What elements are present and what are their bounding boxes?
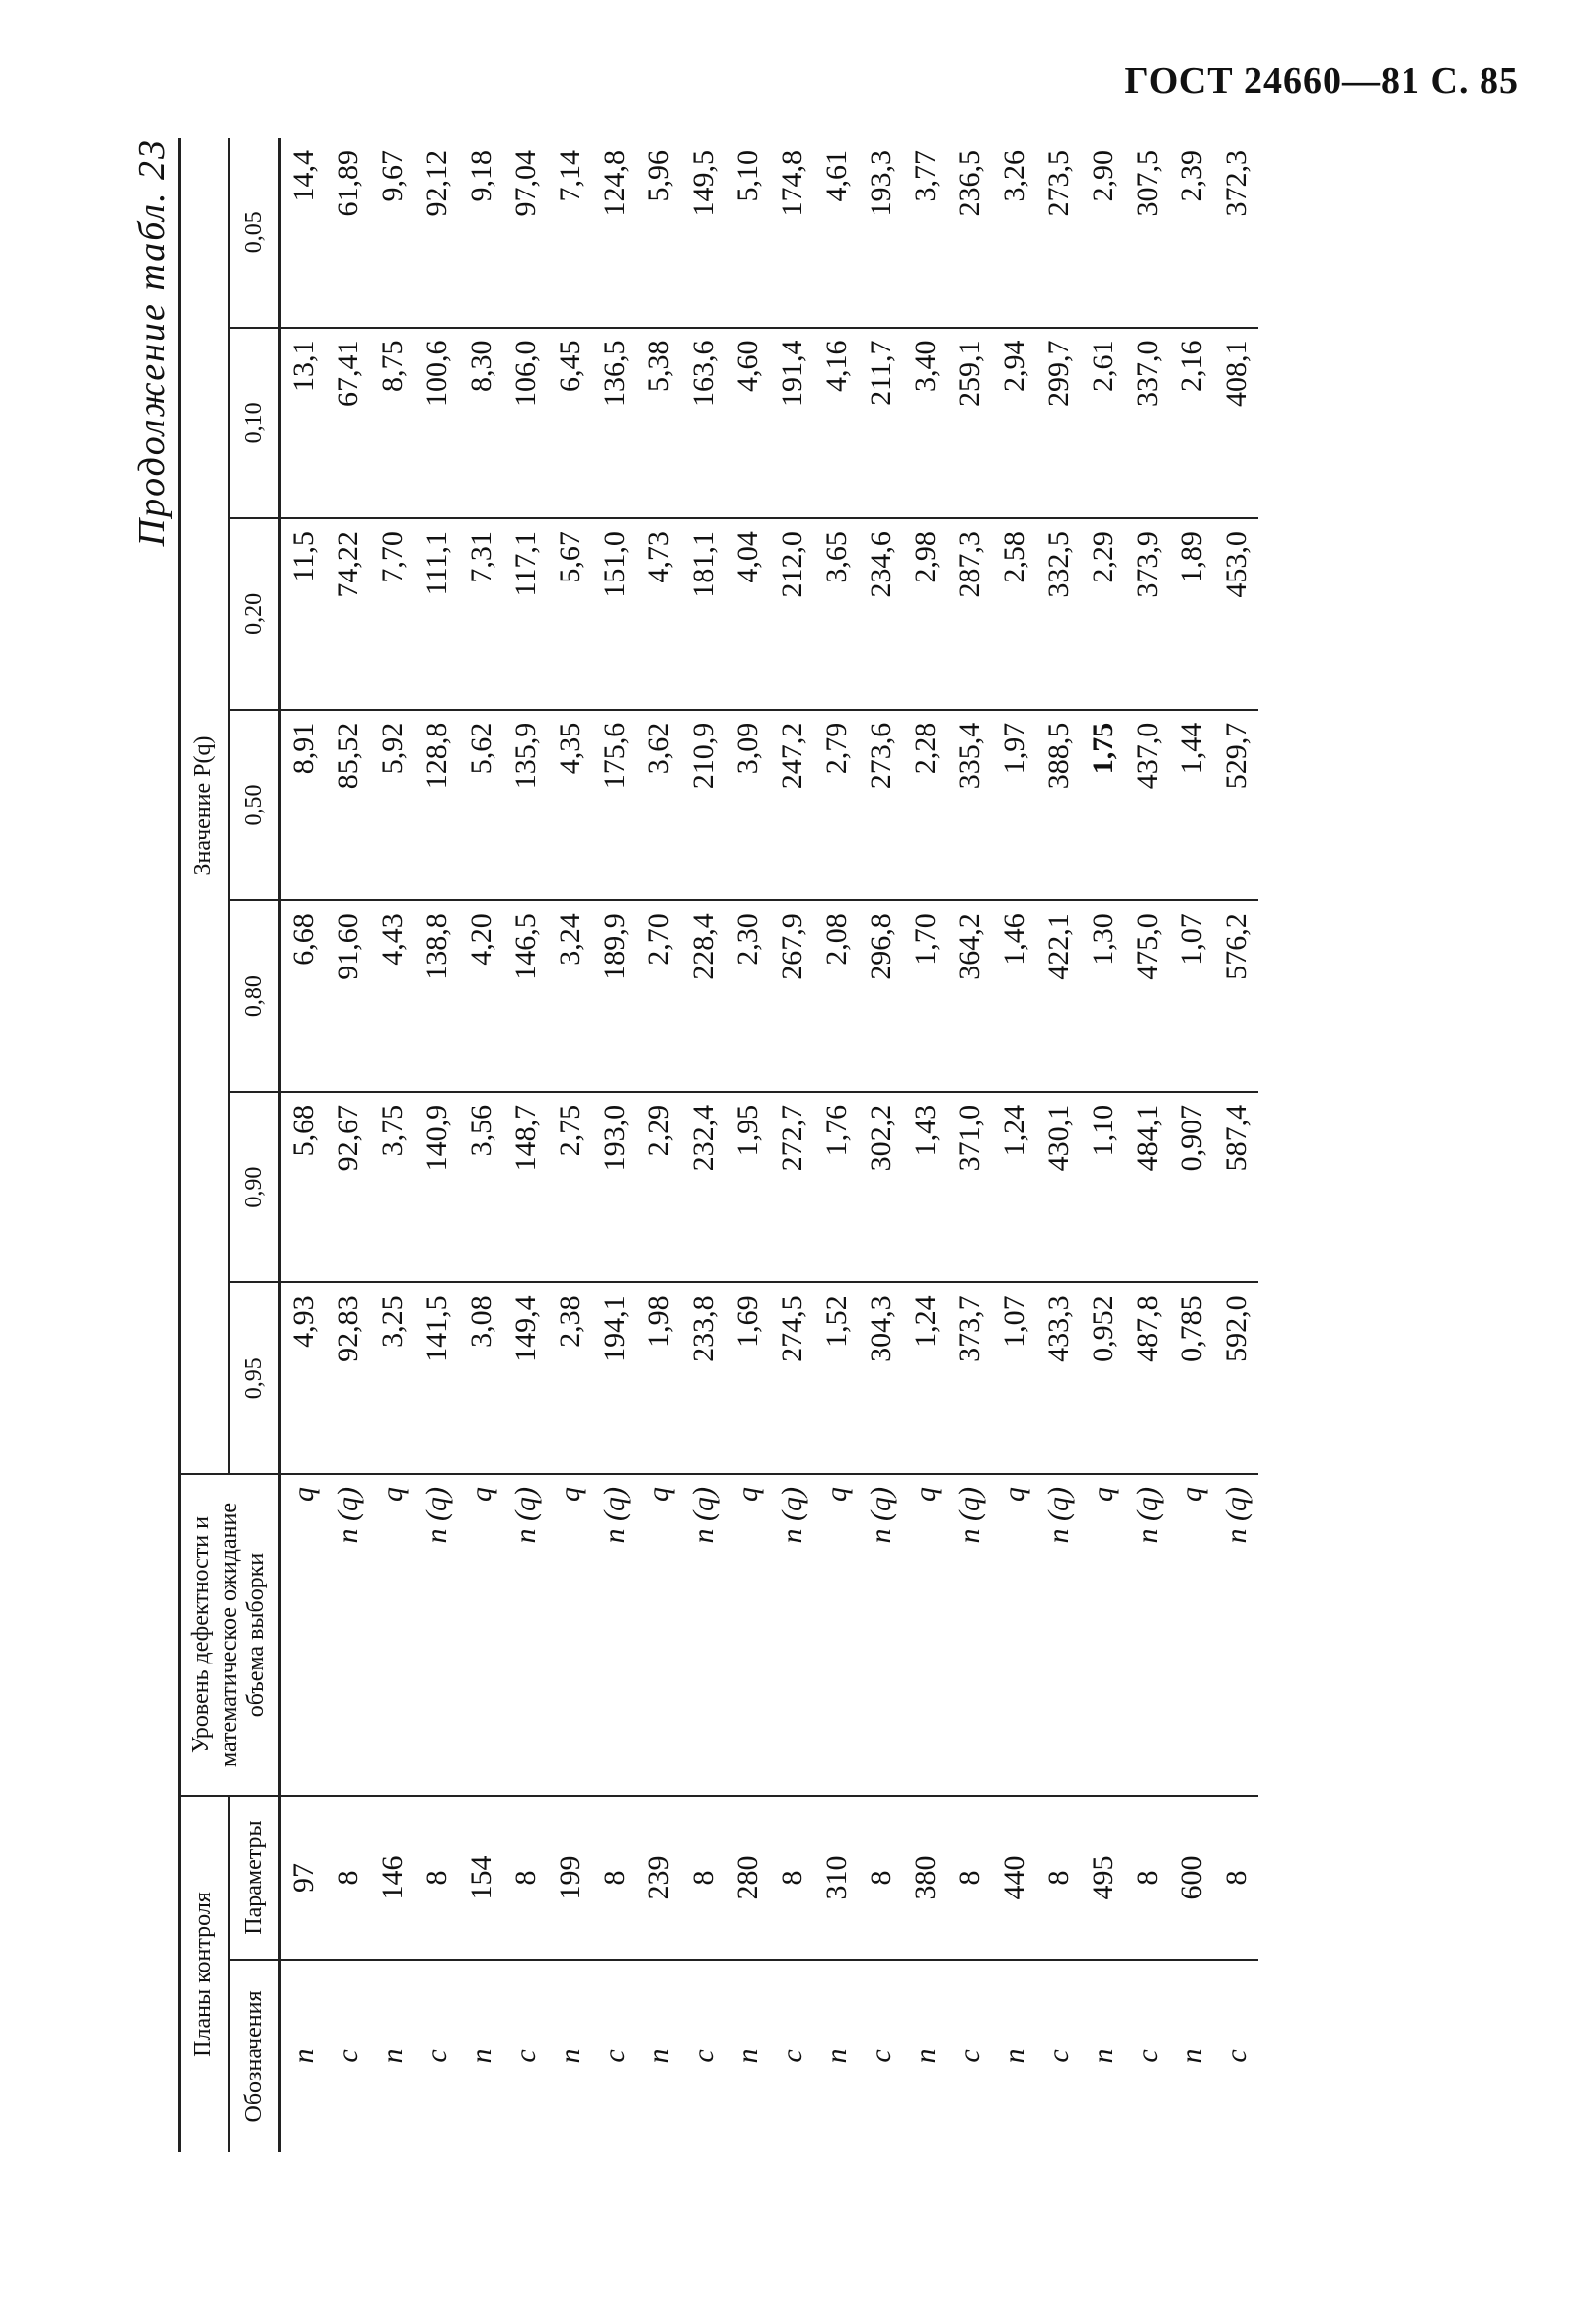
row-value: 3,75 [370,1092,415,1283]
row-value: 148,7 [503,1092,548,1283]
row-value: 3,09 [725,710,770,901]
row-value: 228,4 [681,900,725,1092]
row-param: 8 [681,1796,725,1960]
row-value: 475,0 [1125,900,1170,1092]
row-param: 97 [279,1796,326,1960]
row-level: n (q) [1214,1474,1258,1796]
row-value: 0,785 [1170,1282,1214,1474]
row-value: 529,7 [1214,710,1258,901]
row-value: 3,24 [548,900,592,1092]
row-value: 92,83 [326,1282,370,1474]
row-param: 8 [770,1796,814,1960]
header-p-2: 0,80 [229,900,279,1092]
row-value: 304,3 [859,1282,903,1474]
row-level: q [725,1474,770,1796]
row-value: 151,0 [592,518,637,710]
row-value: 0,952 [1081,1282,1125,1474]
row-value: 9,18 [459,138,503,328]
row-value: 5,92 [370,710,415,901]
row-symbol: c [775,2049,808,2063]
row-value: 4,93 [279,1282,326,1474]
row-value: 1,30 [1081,900,1125,1092]
table-row [503,138,548,2152]
row-value: 3,25 [370,1282,415,1474]
row-value: 191,4 [770,328,814,519]
row-level: n (q) [592,1474,637,1796]
header-level: Уровень дефектности и математическое ожидание объема выборки [180,1474,280,1796]
row-value: 100,6 [415,328,459,519]
row-symbol: c [1219,2049,1253,2063]
row-symbol: n [997,2049,1030,2064]
row-value: 181,1 [681,518,725,710]
row-level: q [1081,1474,1125,1796]
row-value: 5,96 [637,138,681,328]
row-symbol: n [464,2049,497,2064]
row-value: 1,76 [814,1092,859,1283]
row-value: 212,0 [770,518,814,710]
row-param: 146 [370,1796,415,1960]
row-value: 3,62 [637,710,681,901]
row-param: 495 [1081,1796,1125,1960]
row-value: 335,4 [948,710,992,901]
row-param: 8 [859,1796,903,1960]
table-row [814,138,859,2152]
row-symbol: c [508,2049,542,2063]
table-row [592,138,637,2152]
header-p-4: 0,20 [229,518,279,710]
row-value: 163,6 [681,328,725,519]
row-level: n (q) [415,1474,459,1796]
row-value: 135,9 [503,710,548,901]
row-param: 8 [326,1796,370,1960]
row-value: 2,38 [548,1282,592,1474]
row-param: 8 [503,1796,548,1960]
row-value: 3,65 [814,518,859,710]
row-symbol: c [597,2049,631,2063]
page-header: ГОСТ 24660—81 С. 85 [1124,60,1519,102]
row-value: 3,40 [903,328,948,519]
row-value: 146,5 [503,900,548,1092]
row-value: 2,90 [1081,138,1125,328]
row-symbol: c [419,2049,453,2063]
row-symbol: n [642,2049,675,2064]
row-value: 8,30 [459,328,503,519]
row-value: 373,7 [948,1282,992,1474]
row-value: 1,75 [1081,710,1125,901]
row-value: 7,14 [548,138,592,328]
row-symbol: c [952,2049,986,2063]
row-param: 380 [903,1796,948,1960]
row-value: 272,7 [770,1092,814,1283]
row-value: 1,07 [1170,900,1214,1092]
rotated-table-block [131,138,1461,2152]
table-row [948,138,992,2152]
row-value: 364,2 [948,900,992,1092]
row-value: 3,26 [992,138,1036,328]
row-value: 2,75 [548,1092,592,1283]
row-param: 8 [1036,1796,1081,1960]
row-value: 259,1 [948,328,992,519]
row-value: 4,04 [725,518,770,710]
row-value: 587,4 [1214,1092,1258,1283]
row-value: 0,907 [1170,1092,1214,1283]
row-level: q [992,1474,1036,1796]
table-row [370,138,415,2152]
row-value: 1,97 [992,710,1036,901]
row-value: 408,1 [1214,328,1258,519]
row-param: 199 [548,1796,592,1960]
row-value: 8,91 [279,710,326,901]
row-value: 2,58 [992,518,1036,710]
row-value: 5,10 [725,138,770,328]
row-value: 13,1 [279,328,326,519]
row-value: 2,29 [1081,518,1125,710]
row-value: 307,5 [1125,138,1170,328]
row-value: 1,24 [903,1282,948,1474]
row-value: 337,0 [1125,328,1170,519]
row-value: 8,75 [370,328,415,519]
row-level: q [459,1474,503,1796]
row-value: 91,60 [326,900,370,1092]
row-param: 8 [948,1796,992,1960]
row-symbol: c [686,2049,720,2063]
row-symbol: c [331,2049,364,2063]
data-table [178,138,1258,2152]
row-value: 453,0 [1214,518,1258,710]
row-symbol: n [819,2049,853,2064]
row-value: 236,5 [948,138,992,328]
row-value: 67,41 [326,328,370,519]
row-value: 1,95 [725,1092,770,1283]
row-symbol: n [553,2049,586,2064]
row-value: 2,30 [725,900,770,1092]
row-value: 210,9 [681,710,725,901]
row-value: 5,38 [637,328,681,519]
table-body [279,138,1258,2152]
row-value: 4,73 [637,518,681,710]
header-p-3: 0,50 [229,710,279,901]
row-level: q [279,1474,326,1796]
row-value: 433,3 [1036,1282,1081,1474]
row-level: q [814,1474,859,1796]
row-value: 14,4 [279,138,326,328]
row-level: n (q) [503,1474,548,1796]
row-value: 1,46 [992,900,1036,1092]
row-value: 189,9 [592,900,637,1092]
header-symbol: Обозначения [229,1960,279,2152]
table-row [725,138,770,2152]
row-value: 2,28 [903,710,948,901]
row-value: 149,4 [503,1282,548,1474]
row-value: 371,0 [948,1092,992,1283]
row-level: n (q) [681,1474,725,1796]
row-value: 61,89 [326,138,370,328]
row-param: 310 [814,1796,859,1960]
table-row [1081,138,1125,2152]
table-row [459,138,503,2152]
row-value: 1,43 [903,1092,948,1283]
row-value: 1,98 [637,1282,681,1474]
row-value: 4,16 [814,328,859,519]
row-value: 273,5 [1036,138,1081,328]
row-level: q [548,1474,592,1796]
row-value: 296,8 [859,900,903,1092]
row-value: 388,5 [1036,710,1081,901]
row-level: n (q) [326,1474,370,1796]
row-value: 128,8 [415,710,459,901]
row-value: 111,1 [415,518,459,710]
row-value: 193,3 [859,138,903,328]
row-value: 2,29 [637,1092,681,1283]
row-value: 194,1 [592,1282,637,1474]
row-param: 8 [415,1796,459,1960]
row-value: 6,45 [548,328,592,519]
row-level: q [1170,1474,1214,1796]
row-value: 2,79 [814,710,859,901]
row-param: 8 [1214,1796,1258,1960]
row-value: 247,2 [770,710,814,901]
table-row [859,138,903,2152]
row-param: 280 [725,1796,770,1960]
row-value: 92,67 [326,1092,370,1283]
row-value: 1,89 [1170,518,1214,710]
row-value: 2,16 [1170,328,1214,519]
row-value: 2,94 [992,328,1036,519]
table-row [770,138,814,2152]
row-value: 4,20 [459,900,503,1092]
row-level: q [637,1474,681,1796]
row-value: 274,5 [770,1282,814,1474]
row-value: 3,77 [903,138,948,328]
row-value: 3,08 [459,1282,503,1474]
header-p-1: 0,90 [229,1092,279,1283]
row-value: 1,70 [903,900,948,1092]
row-value: 1,44 [1170,710,1214,901]
row-value: 2,08 [814,900,859,1092]
table-row [992,138,1036,2152]
row-value: 211,7 [859,328,903,519]
row-value: 92,12 [415,138,459,328]
table-row [1170,138,1214,2152]
row-value: 299,7 [1036,328,1081,519]
row-symbol: n [908,2049,942,2064]
row-value: 372,3 [1214,138,1258,328]
row-value: 7,31 [459,518,503,710]
row-value: 149,5 [681,138,725,328]
row-symbol: n [1086,2049,1119,2064]
table-row [279,138,326,2152]
row-value: 85,52 [326,710,370,901]
row-value: 174,8 [770,138,814,328]
row-symbol: c [1041,2049,1075,2063]
row-value: 1,24 [992,1092,1036,1283]
row-value: 11,5 [279,518,326,710]
row-value: 5,62 [459,710,503,901]
row-symbol: n [375,2049,409,2064]
row-value: 232,4 [681,1092,725,1283]
row-value: 4,43 [370,900,415,1092]
row-value: 430,1 [1036,1092,1081,1283]
row-value: 6,68 [279,900,326,1092]
row-level: q [370,1474,415,1796]
row-param: 8 [592,1796,637,1960]
row-value: 5,67 [548,518,592,710]
row-symbol: c [864,2049,897,2063]
row-level: n (q) [1036,1474,1081,1796]
row-symbol: n [286,2049,320,2064]
table-row [415,138,459,2152]
row-value: 576,2 [1214,900,1258,1092]
row-value: 140,9 [415,1092,459,1283]
row-value: 273,6 [859,710,903,901]
row-value: 136,5 [592,328,637,519]
row-value: 4,61 [814,138,859,328]
row-value: 1,07 [992,1282,1036,1474]
table-row [903,138,948,2152]
row-value: 2,98 [903,518,948,710]
row-value: 4,60 [725,328,770,519]
row-value: 175,6 [592,710,637,901]
row-value: 74,22 [326,518,370,710]
row-value: 3,56 [459,1092,503,1283]
row-param: 239 [637,1796,681,1960]
header-values: Значение P(q) [180,138,230,1474]
row-param: 154 [459,1796,503,1960]
header-plans: Планы контроля [180,1796,230,2152]
row-value: 106,0 [503,328,548,519]
row-level: n (q) [859,1474,903,1796]
row-value: 487,8 [1125,1282,1170,1474]
row-symbol: n [730,2049,764,2064]
row-value: 141,5 [415,1282,459,1474]
header-p-0: 0,95 [229,1282,279,1474]
header-p-5: 0,10 [229,328,279,519]
row-value: 193,0 [592,1092,637,1283]
table-row [637,138,681,2152]
row-symbol: c [1130,2049,1164,2063]
header-p-6: 0,05 [229,138,279,328]
row-value: 233,8 [681,1282,725,1474]
row-level: n (q) [770,1474,814,1796]
row-param: 440 [992,1796,1036,1960]
row-value: 2,61 [1081,328,1125,519]
row-value: 117,1 [503,518,548,710]
table-row [1125,138,1170,2152]
row-value: 287,3 [948,518,992,710]
row-value: 422,1 [1036,900,1081,1092]
row-param: 600 [1170,1796,1214,1960]
row-level: n (q) [948,1474,992,1796]
row-value: 1,10 [1081,1092,1125,1283]
row-value: 1,52 [814,1282,859,1474]
row-value: 4,35 [548,710,592,901]
table-row [1036,138,1081,2152]
table-row [326,138,370,2152]
row-value: 97,04 [503,138,548,328]
table-row [548,138,592,2152]
row-value: 124,8 [592,138,637,328]
row-level: q [903,1474,948,1796]
row-value: 7,70 [370,518,415,710]
row-param: 8 [1125,1796,1170,1960]
row-value: 373,9 [1125,518,1170,710]
row-value: 332,5 [1036,518,1081,710]
row-value: 138,8 [415,900,459,1092]
row-value: 437,0 [1125,710,1170,901]
row-value: 2,39 [1170,138,1214,328]
table-row [1214,138,1258,2152]
row-value: 9,67 [370,138,415,328]
row-value: 484,1 [1125,1092,1170,1283]
table-row [681,138,725,2152]
row-value: 267,9 [770,900,814,1092]
header-params: Параметры [229,1796,279,1960]
table-caption: Продолжение табл. 23 [131,138,173,547]
row-value: 592,0 [1214,1282,1258,1474]
row-value: 302,2 [859,1092,903,1283]
row-value: 5,68 [279,1092,326,1283]
row-value: 234,6 [859,518,903,710]
row-value: 1,69 [725,1282,770,1474]
row-level: n (q) [1125,1474,1170,1796]
row-value: 2,70 [637,900,681,1092]
row-symbol: n [1175,2049,1208,2064]
